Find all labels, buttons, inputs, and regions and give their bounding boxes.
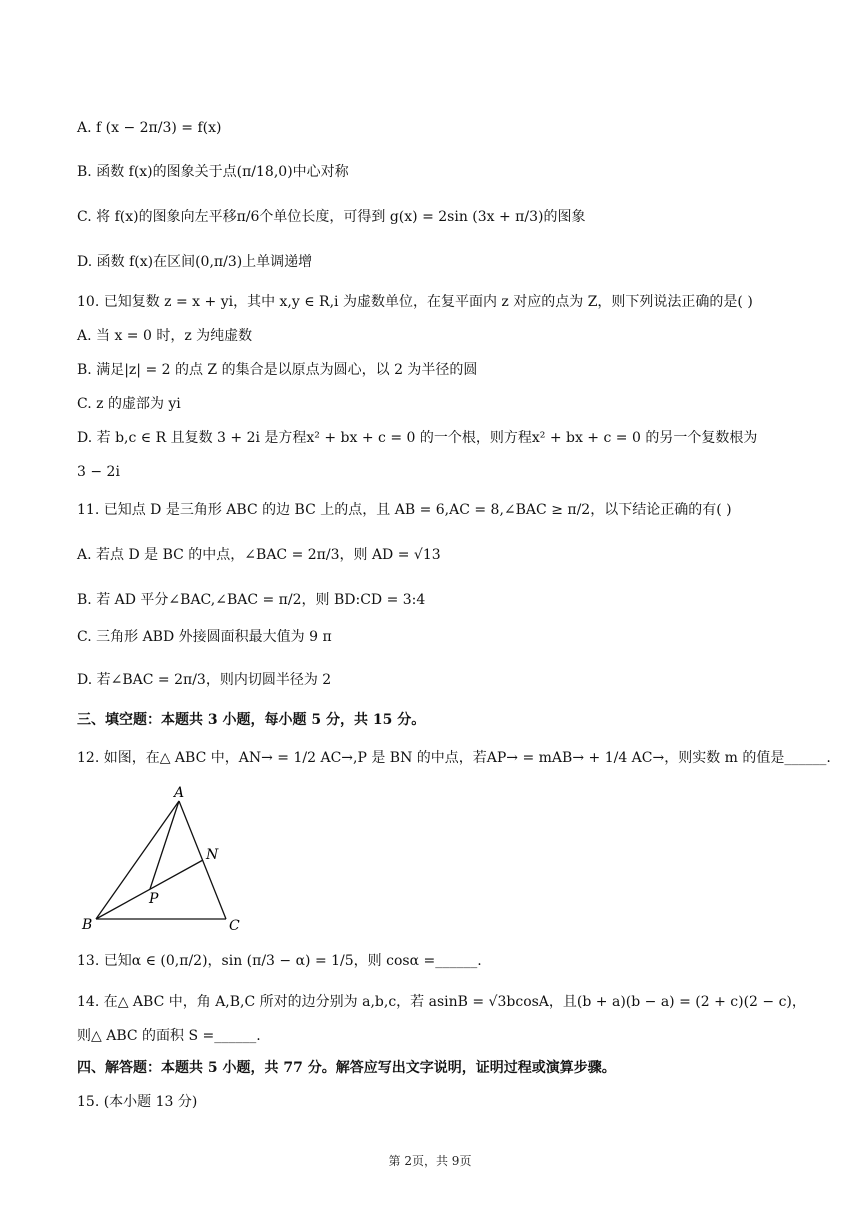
question-10: 10. 已知复数 z = x + yi，其中 x,y ∈ R,i 为虚数单位，在复平面内 z 对应的点为 Z，则下列说法正确的是( ) [77, 294, 753, 310]
question-12: 12. 如图，在△ ABC 中，AN→ = 1/2 AC→,P 是 BN 的中点，若AP→ = mAB→ + 1/4 AC→，则实数 m 的值是______. [77, 750, 831, 766]
option-9d: D. 函数 f(x)在区间(0,π/3)上单调递增 [77, 254, 313, 270]
triangle-diagram [80, 783, 250, 933]
question-14-continued: 则△ ABC 的面积 S =______. [77, 1028, 261, 1044]
page-footer: 第 2页，共 9页 [388, 1154, 472, 1168]
vertex-label-c: C [229, 918, 240, 933]
question-14: 14. 在△ ABC 中，角 A,B,C 所对的边分别为 a,b,c，若 asinB = √3bcosA，且(b + a)(b − a) = (2 + c)(2 − c)， [77, 994, 806, 1010]
edge-ab [96, 801, 179, 919]
vertex-label-a: A [174, 785, 185, 801]
question-11: 11. 已知点 D 是三角形 ABC 的边 BC 上的点，且 AB = 6,AC = 8,∠BAC ≥ π/2，以下结论正确的有( ) [77, 502, 732, 518]
option-10d: D. 若 b,c ∈ R 且复数 3 + 2i 是方程x² + bx + c = 0 的一个根，则方程x² + bx + c = 0 的另一个复数根为 [77, 430, 758, 446]
question-15: 15. (本小题 13 分) [77, 1094, 198, 1110]
option-9a: A. f (x − 2π/3) = f(x) [77, 120, 222, 136]
question-13: 13. 已知α ∈ (0,π/2)，sin (π/3 − α) = 1/5，则 cosα =______. [77, 953, 482, 969]
section-heading-solutions: 四、解答题：本题共 5 小题，共 77 分。解答应写出文字说明，证明过程或演算步骤。 [77, 1060, 616, 1076]
option-11c: C. 三角形 ABD 外接圆面积最大值为 9 π [77, 629, 332, 645]
option-11a: A. 若点 D 是 BC 的中点，∠BAC = 2π/3，则 AD = √13 [77, 547, 441, 563]
point-label-p: P [149, 891, 159, 907]
triangle-figure [80, 783, 250, 933]
section-heading-fill-in: 三、填空题：本题共 3 小题，每小题 5 分，共 15 分。 [77, 712, 426, 728]
vertex-label-b: B [82, 917, 93, 933]
option-11b: B. 若 AD 平分∠BAC,∠BAC = π/2，则 BD:CD = 3:4 [77, 592, 426, 608]
option-11d: D. 若∠BAC = 2π/3，则内切圆半径为 2 [77, 672, 332, 688]
option-10b: B. 满足|z| = 2 的点 Z 的集合是以原点为圆心，以 2 为半径的圆 [77, 362, 478, 378]
segment-bn [96, 860, 203, 919]
option-10d-continued: 3 − 2i [77, 464, 120, 480]
option-9c: C. 将 f(x)的图象向左平移π/6个单位长度，可得到 g(x) = 2sin (3x + π/3)的图象 [77, 209, 586, 225]
point-label-n: N [206, 847, 219, 863]
option-10c: C. z 的虚部为 yi [77, 396, 181, 412]
option-9b: B. 函数 f(x)的图象关于点(π/18,0)中心对称 [77, 164, 349, 180]
option-10a: A. 当 x = 0 时，z 为纯虚数 [77, 328, 253, 344]
